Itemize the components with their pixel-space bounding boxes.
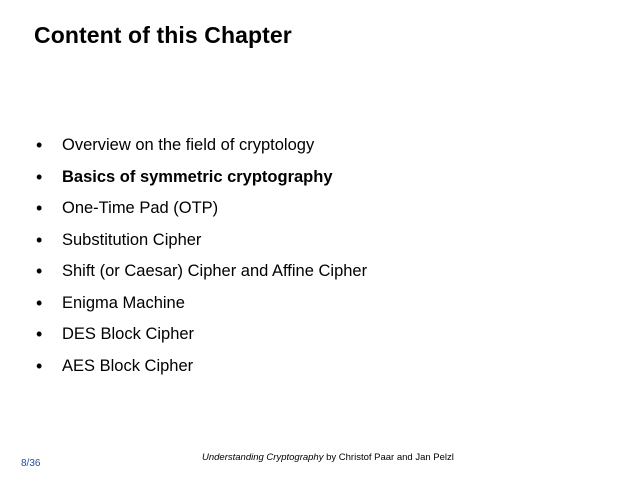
- bullet-dot-icon: •: [36, 261, 43, 281]
- book-authors: by Christof Paar and Jan Pelzl: [323, 452, 454, 463]
- bullet-dot-icon: •: [36, 135, 43, 155]
- bullet-text: Shift (or Caesar) Cipher and Affine Cipher: [62, 262, 368, 280]
- bullet-item: [36, 227, 367, 259]
- slide-footer: [0, 452, 638, 472]
- slide-title: Content of this Chapter: [34, 22, 292, 48]
- bullet-list: [36, 132, 367, 384]
- bullet-dot-icon: •: [36, 229, 43, 250]
- bullet-dot-icon: •: [36, 292, 43, 313]
- bullet-text: Basics of symmetric cryptography: [62, 167, 333, 186]
- footer-credit: [202, 452, 454, 463]
- bullet-item: [36, 258, 367, 290]
- bullet-text: Enigma Machine: [62, 293, 185, 312]
- bullet-text: One-Time Pad (OTP): [62, 199, 219, 217]
- bullet-dot-icon: •: [36, 355, 43, 376]
- bullet-item: [36, 321, 367, 353]
- bullet-text: DES Block Cipher: [62, 325, 195, 343]
- book-title: Understanding Cryptography: [202, 452, 324, 463]
- bullet-item: [36, 353, 367, 385]
- bullet-dot-icon: •: [36, 198, 43, 218]
- bullet-text: Substitution Cipher: [62, 230, 202, 249]
- bullet-dot-icon: •: [36, 166, 43, 187]
- page-number: 8/36: [21, 458, 41, 469]
- bullet-text: Overview on the field of cryptology: [62, 136, 315, 154]
- bullet-item-emphasized: [36, 164, 367, 196]
- bullet-item: [36, 290, 367, 322]
- bullet-dot-icon: •: [36, 324, 43, 344]
- bullet-text: AES Block Cipher: [62, 356, 194, 375]
- bullet-item: [36, 132, 367, 164]
- bullet-item: [36, 195, 367, 227]
